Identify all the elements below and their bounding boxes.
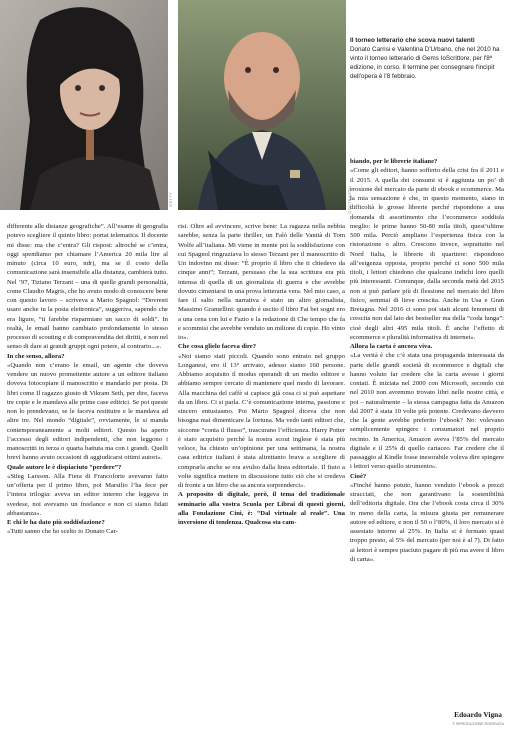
article-paragraph: «Stieg Larsson. Alla Fiera di Francoforte avevamo fatto un’offerta per il primo libro, poi Marsilio l’ha fece per l’intera trilogia: aveva un editor interno che leggeva in svedese, noi avevamo un freelance e non ci siamo fidati abbastanza». [7,472,168,517]
copyright-notice: © RIPRODUZIONE RISERVATA [452,722,504,726]
interview-question: E chi le ha dato più soddisfazione? [7,519,105,526]
interview-question: Cioè? [350,472,367,480]
author-signature: Edoardo Vigna [454,710,502,719]
portrait-photo-woman [0,0,168,210]
article-paragraph: risi. Oltre ad avvincere, scrive bene: La ragazza nella nebbia sarebbe, senza la parte thriller, un Falò delle Vanità di Tom Wolfe all’italiana. Mi viene in mente poi la soddisfazione con cui Spagnol ringraziava lo stesso Terzani per il manoscritto di Un indovino mi disse: “È proprio il libro che ti chiedevo da cinque anni”; Terzani, persuaso che la sua scrittura era più intensa di quella di un giornalista di guerra e che avrebbe dovuto cimentarsi in una prova letteraria vera. Nel mio caso, a fare il salto nella narrativa è stato un altro giornalista, Massimo Gramellini: quando è uscito il libro Fai bei sogni ero a una cena con lui e Fazio e la redazione di Che tempo che fa e scommisi che avrebbe venduto un milione di copie. Ho vinto io». [178,223,345,341]
caption-body: Donato Carrisi e Valentina D'Urbano, che nel 2010 ha vinto il torneo letterario di Gems IoScrittore, per l'8ª edizione, in corso. Il termine per consegnare l'incipit dell'opera è l'8 febbraio. [350,46,500,80]
article-column-2 [178,222,345,722]
interview-question: Quale autore le è dispiaciuto “perdere”? [7,463,122,471]
interview-question: biando, per le librerie italiane? [350,158,438,165]
article-paragraph: «Quando non c’erano le email, un agente che doveva vendere un nuovo promettente autore a un editore italiano doveva fotocopiare il manoscritto e mandarlo per posta. Di libri come Il ragazzo giusto di Vikram Seth, per dire, faceva tre copie e le mandava alle prime case editrici. Se poi queste non lo prendevano, se le faceva restituire e le mandava ad altre tre. Nel mondo “digitale”, ovviamente, le si manda contemporaneamente a molti editori. Questo ha aperto l’accesso degli editori indipendenti, che non leggono i manoscritti in terza o quarta battuta ma con i grandi. Quelli brevi hanno avuto occasioni di aggiudicarsi ottimi autori». [7,361,168,462]
portrait-woman-image [0,0,168,210]
caption-title: Il torneo letterario che scova nuovi talenti [350,37,475,44]
interview-question: In che senso, allora? [7,352,65,360]
article-paragraph: «Come gli editori, hanno sofferto della crisi fra il 2011 e il 2015. A quella dei consumi si è aggiunta un po’ di erosione del mercato da parte di ebook e ecommerce. Ma la mia sensazione è che, in questo momento, siano in difficoltà le grosse librerie perché rispondono a una domanda di assortimento che l’ecommerce soddisfa meglio: le prime hanno 50-80 mila titoli, quest’ultime 500 mila. Perciò ampliano l’esperienza fisica con la ristorazione o altro. Crescono invece, soprattutto nel Nord Italia, le librerie di quartiere: rispondono all’esigenza opposta, proprio perché ci sono 500 mila titoli, i lettori chiedono che qualcuno indichi loro quelli più interessanti. Comunque, dalla seconda metà del 2015 non si può parlare più di flessione nel mercato del libro fisico, semmai di lieve crescita. Anche in Usa e Gran Bretagna. Nel 2016 ci sono poi stati alcuni fenomeni di crescita non dal lato dei bestseller ma della “coda lunga”: cioè degli altri 495 mila titoli. È anche l’effetto di ecommerce e pluralità informativa di internet». [350,167,504,341]
photo-credit-right: CONTRASTO [347,186,352,214]
interview-question: Che cosa glielo faceva dire? [178,343,257,351]
photo-credit-left: GETTY [168,192,173,207]
article-paragraph: «Noi siamo stati piccoli. Quando sono entrato nel gruppo Longanesi, ero il 13° arrivato, adesso siamo 160 persone. Abbiamo acquisito il modus operandi di un medio editore e abbiamo sempre cercato di mantenere quel modo di lavorare. Alla macchina del caffè si capisce già cosa ci si può aspettare da un libro. Ci si parla. C’è comunicazione interna, passione e sincero entusiasmo. Poi Mario Spagnol diceva che non bisogna mai dimenticare la fortuna. Ma vedo tanti editori che, siccome “conta il flusso”, trascurano l’efficienza. Harry Potter è stato acquisito perché la nostra scout inglese è stata più veloce, ha chiesto un’opinione per una settimana, la nostra casa editrice italiani è stata altrettanto brava a scegliere di comprarla anche se era avulso dalla linea editoriale. Il fiuto a volte significa mettere in discussione tutto ciò che si credeva di fronte a un libro che sa ancora sorprenderci». [178,352,345,489]
article-paragraph: «Tutti sanno che ho scelto io Donato Car- [7,528,118,536]
article-paragraph: «La verità è che c’è stata una propaganda interessata da parte delle grandi società di ecommerce e digitali che hanno voluto far credere che la carta avesse i giorni contati. È iniziata nel 2000 con Microsoft, secondo cui nel 2010 non avremmo trovato libri nelle nostre città, e poi – naturalmente – la stessa campagna fatta da Amazon dal 2007 è stata 10 volte più potente. Credevano davvero che la gente avrebbe preferito l’ebook? No: volevano semplicemente spingere i consumatori nel proprio recinto. In America, Amazon aveva l’85% del mercato digitale e il 25% di quello cartaceo. Far credere che il passaggio al Kindle fosse inesorabile voleva dire spingere i lettori verso quello strumento». [350,352,504,471]
article-paragraph: «Finché hanno potuto, hanno venduto l’ebook a prezzi stracciati, che non garantivano la sostenibilità dell’editoria digitale. Ora che l’ebook costa circa il 30% in meno della carta, la misura giusta per remunerare autore ed editore, e non il 50 o l’80%, il loro mercato si è assestato intorno al 25%. In Italia si è fermato quasi troppo presto, al 5% del mercato (per noi è al 7). Di fatto ai lettori è sempre piaciuto pagare di più ma avere il libro di carta». [350,481,504,563]
portrait-photo-man [178,0,346,210]
interview-question: A proposito di digitale, però, il tema del tradizionale seminario alla vostra Scuola per Librai di questi giorni, alla Fondazione Cini, è: “Dal virtuale al reale”. Una inversione di tendenza. Qualcosa sta cam- [178,491,345,526]
article-paragraph: differente alle distanze geografiche”. All’esame di geografia potevo scegliere il quinto libro: portai telematica. Il docente mi disse: ma che c’entra? Gli risposi: altroché se c’entra, oggi spendiamo per chiamare l’America 20 mila lire al minuto (circa 10 euro, ndr), ma se il costo della comunicazione sarà insensibile alla distanza, cambierà tutto. Nel ’97, Tiziano Terzani – una di quelle grandi personalità, come Claudio Magris, che ho avuto modo di conoscere bene con questo lavoro – scriveva a Mario Spagnol: “Dovresti usare anche tu la posta elettronica”, suggeriva, sapendo che era ligure, “ti farebbe risparmiare un sacco di soldi”. In realtà, le email hanno cambiato profondamente lo stesso processo di scouting e di compravendita dei diritti, e non nel senso di dare ai grandi gruppi ogni potere, al contrario...». [7,223,168,351]
portrait-man-image [178,0,346,210]
article-column-1 [7,222,168,722]
interview-question: Allora la carta è ancora viva. [350,343,433,350]
article-column-3 [350,157,504,722]
photo-caption [350,36,504,81]
